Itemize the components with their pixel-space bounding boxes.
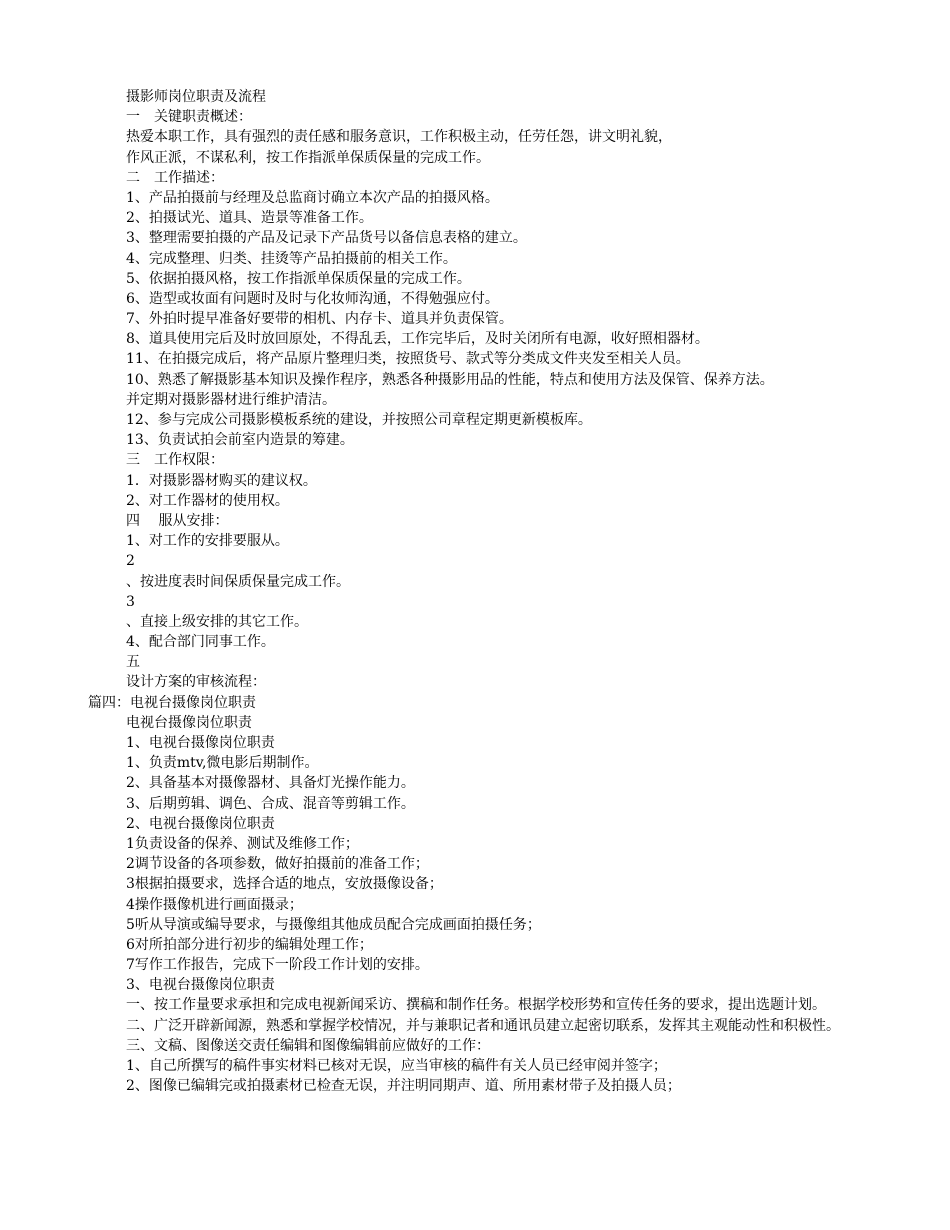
- section-heading: 三 工作权限：: [126, 452, 224, 469]
- text-line: 设计方案的审核流程：: [126, 674, 266, 691]
- list-item: 7写作工作报告，完成下一阶段工作计划的安排。: [126, 957, 429, 974]
- section-heading: 1、电视台摄像岗位职责: [126, 735, 275, 751]
- paragraph: 二、广泛开辟新闻源，熟悉和掌握学校情况，并与兼职记者和通讯员建立起密切联系，发挥其主观能动性和积极性。: [126, 1017, 840, 1034]
- section-heading: 3、电视台摄像岗位职责: [126, 977, 275, 994]
- subtitle: 电视台摄像岗位职责: [126, 714, 252, 731]
- list-item: 5听从导演或编导要求，与摄像组其他成员配合完成画面拍摄任务；: [126, 916, 541, 933]
- list-item: 2、图像已编辑完或拍摄素材已检查无误，并注明同期声、道、所用素材带子及拍摄人员；: [126, 1078, 681, 1095]
- list-item: 5、依据拍摄风格，按工作指派单保质保量的完成工作。: [126, 270, 471, 287]
- section-heading: 二 工作描述：: [126, 169, 224, 186]
- section-heading: 2、电视台摄像岗位职责: [126, 815, 275, 832]
- list-number: 3: [126, 593, 135, 610]
- list-item: 4、完成整理、归类、挂烫等产品拍摄前的相关工作。: [126, 250, 457, 267]
- list-item: 2、拍摄试光、道具、造景等准备工作。: [126, 210, 373, 227]
- list-item: 8、道具使用完后及时放回原处，不得乱丢，工作完毕后，及时关闭所有电源，收好照相器材。: [126, 331, 709, 348]
- document-body: [88, 87, 860, 1096]
- list-item: 3、整理需要拍摄的产品及记录下产品货号以备信息表格的建立。: [126, 230, 527, 247]
- list-item: 3根据拍摄要求，选择合适的地点，安放摄像设备；: [126, 876, 443, 893]
- chapter-heading: 篇四：电视台摄像岗位职责: [88, 694, 256, 711]
- list-item: 1、负责mtv,微电影后期制作。: [126, 755, 319, 772]
- section-heading: 五: [126, 654, 140, 671]
- list-item: 2、对工作器材的使用权。: [126, 492, 289, 509]
- section-heading: 一 关键职责概述：: [126, 109, 252, 126]
- section-heading: 三、文稿、图像送交责任编辑和图像编辑前应做好的工作：: [126, 1037, 490, 1054]
- list-item: 7、外拍时提早准备好要带的相机、内存卡、道具并负责保管。: [126, 311, 513, 328]
- text-line: 热爱本职工作，具有强烈的责任感和服务意识，工作积极主动，任劳任怨，讲文明礼貌，: [126, 129, 672, 146]
- list-item: 11、在拍摄完成后，将产品原片整理归类，按照货号、款式等分类成文件夹发至相关人员。: [126, 351, 690, 368]
- list-item: 6对所拍部分进行初步的编辑处理工作；: [126, 936, 373, 953]
- paragraph: 一、按工作量要求承担和完成电视新闻采访、撰稿和制作任务。根据学校形势和宣传任务的要求，提出选题计划。: [126, 997, 826, 1014]
- list-item: 、直接上级安排的其它工作。: [126, 613, 308, 630]
- section-heading: 四 服从安排：: [126, 512, 229, 529]
- list-item: 1、对工作的安排要服从。: [126, 533, 289, 550]
- list-item: 10、熟悉了解摄影基本知识及操作程序，熟悉各种摄影用品的性能，特点和使用方法及保管、保养方法。: [126, 371, 774, 388]
- list-number: 2: [126, 553, 135, 570]
- text-line: 作风正派，不谋私利，按工作指派单保质保量的完成工作。: [126, 149, 490, 166]
- list-item: 2、具备基本对摄像器材、具备灯光操作能力。: [126, 775, 415, 792]
- list-item: 3、后期剪辑、调色、合成、混音等剪辑工作。: [126, 795, 415, 812]
- list-item: 1、自己所撰写的稿件事实材料已核对无误，应当审核的稿件有关人员已经审阅并签字；: [126, 1058, 667, 1075]
- list-item: 4操作摄像机进行画面摄录；: [126, 896, 303, 913]
- list-item: 1负责设备的保养、测试及维修工作；: [126, 835, 359, 852]
- list-item: 2调节设备的各项参数，做好拍摄前的准备工作；: [126, 856, 429, 873]
- list-item: 4、配合部门同事工作。: [126, 634, 275, 651]
- list-item: 1．对摄影器材购买的建议权。: [126, 472, 317, 489]
- document-title: 摄影师岗位职责及流程: [126, 89, 266, 105]
- list-item: 12、参与完成公司摄影模板系统的建设，并按照公司章程定期更新模板库。: [126, 412, 592, 428]
- list-item: 1、产品拍摄前与经理及总监商讨确立本次产品的拍摄风格。: [126, 189, 499, 206]
- text-line: 并定期对摄影器材进行维护清洁。: [126, 391, 336, 408]
- list-item: 13、负责试拍会前室内造景的筹建。: [126, 432, 354, 449]
- list-item: 、按进度表时间保质保量完成工作。: [126, 573, 350, 590]
- list-item: 6、造型或妆面有问题时及时与化妆师沟通，不得勉强应付。: [126, 290, 499, 307]
